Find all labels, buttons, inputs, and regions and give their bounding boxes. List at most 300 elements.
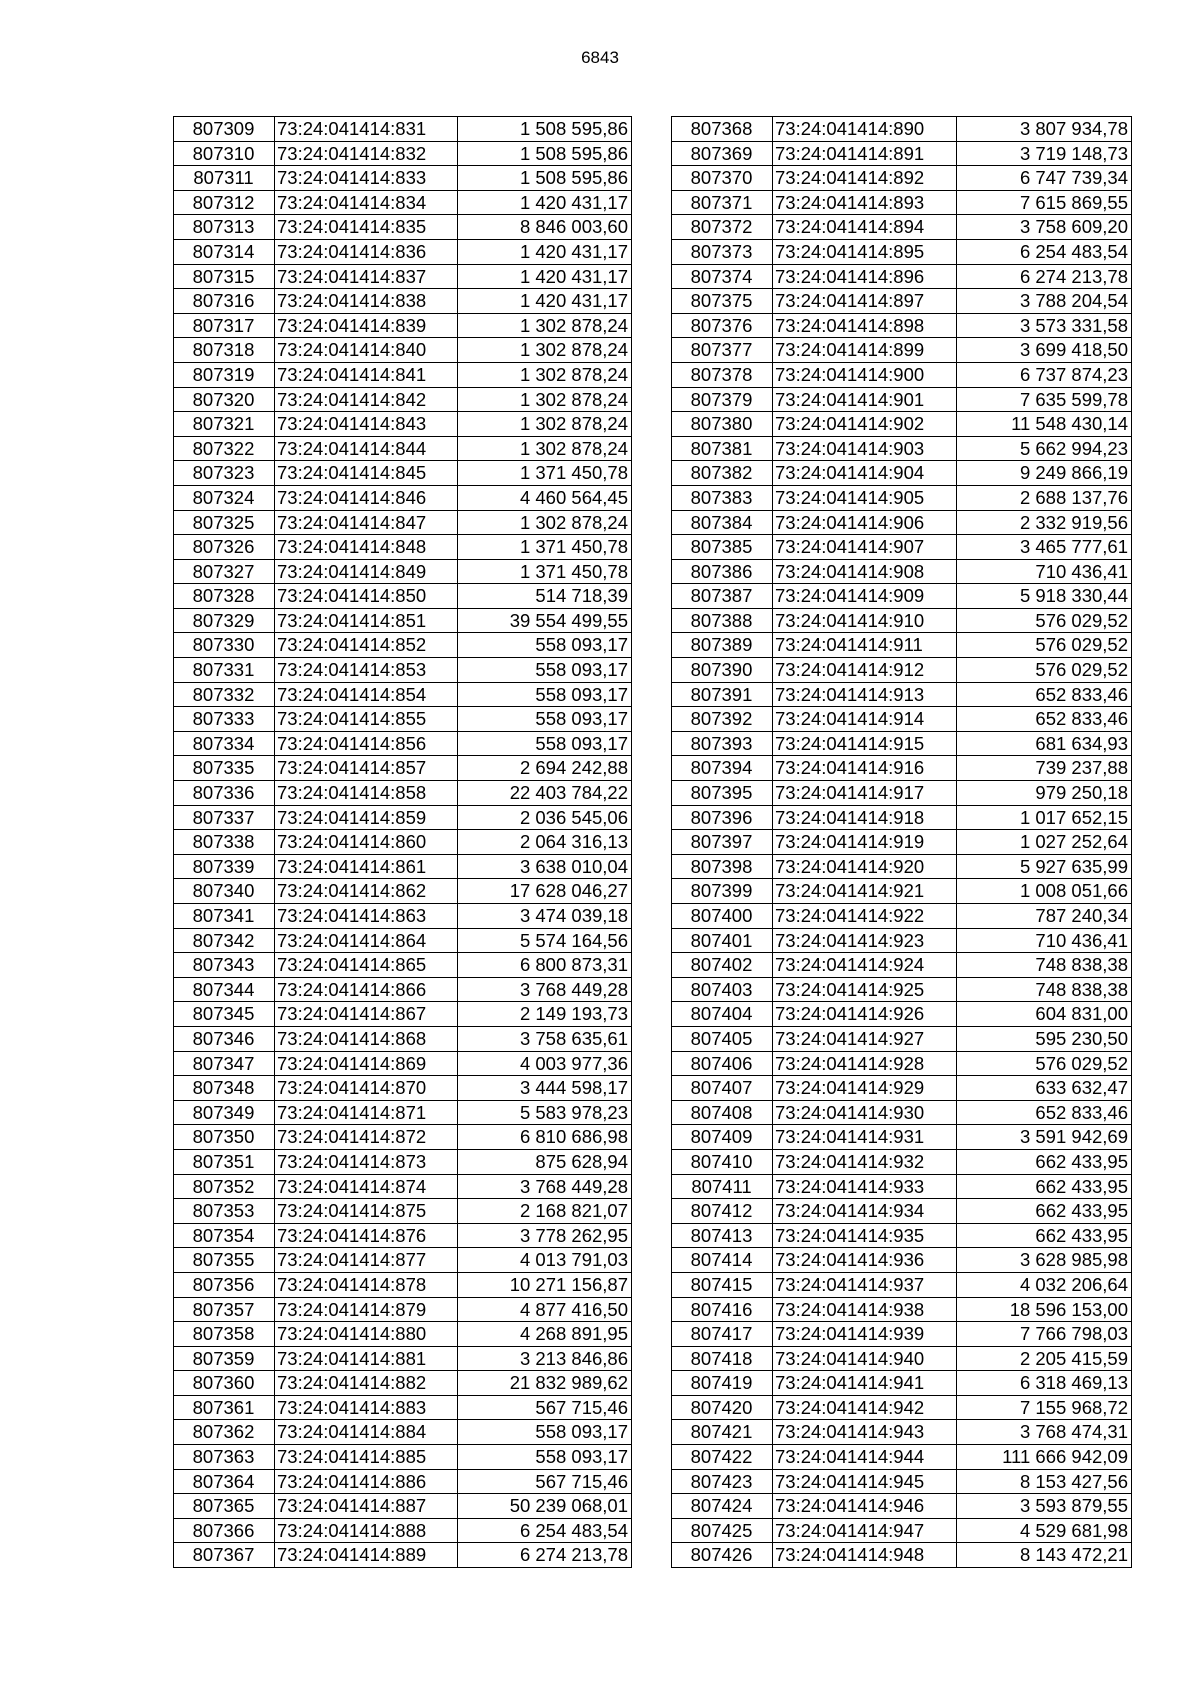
table-row <box>672 387 1132 412</box>
value-cell: 558 093,17 <box>458 682 632 707</box>
cadastral-number-cell: 73:24:041414:889 <box>275 1543 458 1568</box>
table-row <box>672 461 1132 486</box>
table-row <box>174 1518 632 1543</box>
cadastral-number-cell: 73:24:041414:841 <box>275 362 458 387</box>
cadastral-number-cell: 73:24:041414:929 <box>773 1076 957 1101</box>
cadastral-number-cell: 73:24:041414:935 <box>773 1223 957 1248</box>
cadastral-number-cell: 73:24:041414:865 <box>275 953 458 978</box>
cadastral-number-cell: 73:24:041414:938 <box>773 1297 957 1322</box>
table-row <box>672 362 1132 387</box>
cadastral-number-cell: 73:24:041414:923 <box>773 928 957 953</box>
value-cell: 633 632,47 <box>957 1076 1132 1101</box>
value-cell: 567 715,46 <box>458 1395 632 1420</box>
table-row <box>672 682 1132 707</box>
cadastral-number-cell: 73:24:041414:878 <box>275 1272 458 1297</box>
table-row <box>672 485 1132 510</box>
record-number-cell: 807347 <box>174 1051 275 1076</box>
record-number-cell: 807416 <box>672 1297 773 1322</box>
record-number-cell: 807318 <box>174 338 275 363</box>
table-row <box>672 338 1132 363</box>
record-number-cell: 807420 <box>672 1395 773 1420</box>
value-cell: 576 029,52 <box>957 633 1132 658</box>
left-register-table <box>173 116 632 1568</box>
table-row <box>672 633 1132 658</box>
table-row <box>174 362 632 387</box>
record-number-cell: 807396 <box>672 805 773 830</box>
cadastral-number-cell: 73:24:041414:888 <box>275 1518 458 1543</box>
table-row <box>174 1395 632 1420</box>
record-number-cell: 807369 <box>672 141 773 166</box>
cadastral-number-cell: 73:24:041414:843 <box>275 412 458 437</box>
cadastral-number-cell: 73:24:041414:891 <box>773 141 957 166</box>
table-row <box>174 977 632 1002</box>
cadastral-number-cell: 73:24:041414:837 <box>275 264 458 289</box>
record-number-cell: 807412 <box>672 1199 773 1224</box>
table-row <box>672 1543 1132 1568</box>
record-number-cell: 807328 <box>174 584 275 609</box>
table-row <box>672 215 1132 240</box>
record-number-cell: 807360 <box>174 1371 275 1396</box>
cadastral-number-cell: 73:24:041414:875 <box>275 1199 458 1224</box>
table-row <box>672 1026 1132 1051</box>
table-row <box>672 264 1132 289</box>
cadastral-number-cell: 73:24:041414:839 <box>275 313 458 338</box>
table-row <box>672 1322 1132 1347</box>
table-row <box>174 608 632 633</box>
table-row <box>672 1469 1132 1494</box>
value-cell: 50 239 068,01 <box>458 1494 632 1519</box>
record-number-cell: 807392 <box>672 707 773 732</box>
table-row <box>174 1248 632 1273</box>
table-row <box>672 436 1132 461</box>
value-cell: 5 927 635,99 <box>957 854 1132 879</box>
table-row <box>174 338 632 363</box>
value-cell: 4 877 416,50 <box>458 1297 632 1322</box>
table-row <box>174 1420 632 1445</box>
value-cell: 2 064 316,13 <box>458 830 632 855</box>
value-cell: 1 508 595,86 <box>458 141 632 166</box>
table-row <box>174 436 632 461</box>
cadastral-number-cell: 73:24:041414:895 <box>773 239 957 264</box>
table-row <box>672 854 1132 879</box>
record-number-cell: 807379 <box>672 387 773 412</box>
record-number-cell: 807395 <box>672 781 773 806</box>
value-cell: 4 013 791,03 <box>458 1248 632 1273</box>
cadastral-number-cell: 73:24:041414:838 <box>275 289 458 314</box>
cadastral-number-cell: 73:24:041414:869 <box>275 1051 458 1076</box>
cadastral-number-cell: 73:24:041414:866 <box>275 977 458 1002</box>
value-cell: 6 318 469,13 <box>957 1371 1132 1396</box>
record-number-cell: 807320 <box>174 387 275 412</box>
table-row <box>174 510 632 535</box>
table-row <box>672 707 1132 732</box>
value-cell: 1 420 431,17 <box>458 289 632 314</box>
table-row <box>174 1174 632 1199</box>
value-cell: 3 768 474,31 <box>957 1420 1132 1445</box>
value-cell: 1 302 878,24 <box>458 338 632 363</box>
record-number-cell: 807414 <box>672 1248 773 1273</box>
value-cell: 710 436,41 <box>957 559 1132 584</box>
value-cell: 662 433,95 <box>957 1199 1132 1224</box>
table-row <box>174 1199 632 1224</box>
record-number-cell: 807383 <box>672 485 773 510</box>
table-row <box>672 879 1132 904</box>
value-cell: 558 093,17 <box>458 1445 632 1470</box>
cadastral-number-cell: 73:24:041414:877 <box>275 1248 458 1273</box>
table-row <box>174 830 632 855</box>
table-row <box>174 658 632 683</box>
right-table-body <box>672 117 1132 1568</box>
cadastral-number-cell: 73:24:041414:859 <box>275 805 458 830</box>
value-cell: 875 628,94 <box>458 1149 632 1174</box>
value-cell: 4 460 564,45 <box>458 485 632 510</box>
table-row <box>174 1272 632 1297</box>
value-cell: 6 254 483,54 <box>458 1518 632 1543</box>
table-row <box>672 1371 1132 1396</box>
cadastral-number-cell: 73:24:041414:835 <box>275 215 458 240</box>
record-number-cell: 807345 <box>174 1002 275 1027</box>
table-row <box>174 731 632 756</box>
record-number-cell: 807380 <box>672 412 773 437</box>
cadastral-number-cell: 73:24:041414:840 <box>275 338 458 363</box>
table-row <box>672 166 1132 191</box>
value-cell: 787 240,34 <box>957 904 1132 929</box>
record-number-cell: 807319 <box>174 362 275 387</box>
value-cell: 3 768 449,28 <box>458 977 632 1002</box>
value-cell: 3 758 609,20 <box>957 215 1132 240</box>
table-row <box>174 1543 632 1568</box>
value-cell: 576 029,52 <box>957 658 1132 683</box>
cadastral-number-cell: 73:24:041414:902 <box>773 412 957 437</box>
table-row <box>672 1445 1132 1470</box>
record-number-cell: 807343 <box>174 953 275 978</box>
cadastral-number-cell: 73:24:041414:937 <box>773 1272 957 1297</box>
cadastral-number-cell: 73:24:041414:862 <box>275 879 458 904</box>
cadastral-number-cell: 73:24:041414:905 <box>773 485 957 510</box>
value-cell: 3 638 010,04 <box>458 854 632 879</box>
record-number-cell: 807317 <box>174 313 275 338</box>
value-cell: 558 093,17 <box>458 1420 632 1445</box>
table-row <box>672 1100 1132 1125</box>
value-cell: 1 420 431,17 <box>458 239 632 264</box>
value-cell: 1 302 878,24 <box>458 510 632 535</box>
table-row <box>174 756 632 781</box>
value-cell: 748 838,38 <box>957 977 1132 1002</box>
table-row <box>672 412 1132 437</box>
table-row <box>672 953 1132 978</box>
table-row <box>174 633 632 658</box>
table-row <box>174 535 632 560</box>
cadastral-number-cell: 73:24:041414:936 <box>773 1248 957 1273</box>
table-row <box>672 289 1132 314</box>
table-row <box>672 805 1132 830</box>
cadastral-number-cell: 73:24:041414:884 <box>275 1420 458 1445</box>
record-number-cell: 807365 <box>174 1494 275 1519</box>
cadastral-number-cell: 73:24:041414:896 <box>773 264 957 289</box>
cadastral-number-cell: 73:24:041414:922 <box>773 904 957 929</box>
value-cell: 1 371 450,78 <box>458 535 632 560</box>
record-number-cell: 807342 <box>174 928 275 953</box>
cadastral-number-cell: 73:24:041414:883 <box>275 1395 458 1420</box>
record-number-cell: 807394 <box>672 756 773 781</box>
value-cell: 1 371 450,78 <box>458 559 632 584</box>
table-row <box>174 461 632 486</box>
record-number-cell: 807329 <box>174 608 275 633</box>
cadastral-number-cell: 73:24:041414:873 <box>275 1149 458 1174</box>
value-cell: 6 747 739,34 <box>957 166 1132 191</box>
value-cell: 6 737 874,23 <box>957 362 1132 387</box>
table-row <box>672 559 1132 584</box>
value-cell: 1 017 652,15 <box>957 805 1132 830</box>
cadastral-number-cell: 73:24:041414:879 <box>275 1297 458 1322</box>
table-row <box>174 682 632 707</box>
value-cell: 4 529 681,98 <box>957 1518 1132 1543</box>
table-row <box>672 190 1132 215</box>
record-number-cell: 807404 <box>672 1002 773 1027</box>
cadastral-number-cell: 73:24:041414:908 <box>773 559 957 584</box>
value-cell: 6 254 483,54 <box>957 239 1132 264</box>
record-number-cell: 807354 <box>174 1223 275 1248</box>
value-cell: 662 433,95 <box>957 1223 1132 1248</box>
value-cell: 5 574 164,56 <box>458 928 632 953</box>
table-row <box>174 1026 632 1051</box>
record-number-cell: 807425 <box>672 1518 773 1543</box>
value-cell: 662 433,95 <box>957 1149 1132 1174</box>
record-number-cell: 807366 <box>174 1518 275 1543</box>
cadastral-number-cell: 73:24:041414:872 <box>275 1125 458 1150</box>
cadastral-number-cell: 73:24:041414:885 <box>275 1445 458 1470</box>
cadastral-number-cell: 73:24:041414:836 <box>275 239 458 264</box>
record-number-cell: 807371 <box>672 190 773 215</box>
cadastral-number-cell: 73:24:041414:903 <box>773 436 957 461</box>
value-cell: 3 474 039,18 <box>458 904 632 929</box>
value-cell: 748 838,38 <box>957 953 1132 978</box>
cadastral-number-cell: 73:24:041414:898 <box>773 313 957 338</box>
table-row <box>174 559 632 584</box>
value-cell: 7 635 599,78 <box>957 387 1132 412</box>
cadastral-number-cell: 73:24:041414:868 <box>275 1026 458 1051</box>
table-row <box>672 830 1132 855</box>
record-number-cell: 807419 <box>672 1371 773 1396</box>
cadastral-number-cell: 73:24:041414:831 <box>275 117 458 142</box>
record-number-cell: 807316 <box>174 289 275 314</box>
record-number-cell: 807353 <box>174 1199 275 1224</box>
record-number-cell: 807338 <box>174 830 275 855</box>
table-row <box>672 904 1132 929</box>
cadastral-number-cell: 73:24:041414:921 <box>773 879 957 904</box>
cadastral-number-cell: 73:24:041414:939 <box>773 1322 957 1347</box>
table-row <box>174 1494 632 1519</box>
record-number-cell: 807367 <box>174 1543 275 1568</box>
cadastral-number-cell: 73:24:041414:919 <box>773 830 957 855</box>
value-cell: 3 768 449,28 <box>458 1174 632 1199</box>
table-row <box>174 215 632 240</box>
record-number-cell: 807331 <box>174 658 275 683</box>
record-number-cell: 807405 <box>672 1026 773 1051</box>
cadastral-number-cell: 73:24:041414:842 <box>275 387 458 412</box>
value-cell: 1 302 878,24 <box>458 362 632 387</box>
table-row <box>174 387 632 412</box>
table-row <box>672 141 1132 166</box>
table-row <box>174 781 632 806</box>
value-cell: 558 093,17 <box>458 658 632 683</box>
value-cell: 8 846 003,60 <box>458 215 632 240</box>
table-row <box>672 510 1132 535</box>
cadastral-number-cell: 73:24:041414:933 <box>773 1174 957 1199</box>
record-number-cell: 807387 <box>672 584 773 609</box>
table-row <box>174 190 632 215</box>
record-number-cell: 807423 <box>672 1469 773 1494</box>
cadastral-number-cell: 73:24:041414:932 <box>773 1149 957 1174</box>
cadastral-number-cell: 73:24:041414:915 <box>773 731 957 756</box>
record-number-cell: 807376 <box>672 313 773 338</box>
table-row <box>672 1272 1132 1297</box>
record-number-cell: 807357 <box>174 1297 275 1322</box>
cadastral-number-cell: 73:24:041414:890 <box>773 117 957 142</box>
cadastral-number-cell: 73:24:041414:925 <box>773 977 957 1002</box>
value-cell: 652 833,46 <box>957 682 1132 707</box>
record-number-cell: 807417 <box>672 1322 773 1347</box>
cadastral-number-cell: 73:24:041414:918 <box>773 805 957 830</box>
record-number-cell: 807406 <box>672 1051 773 1076</box>
cadastral-number-cell: 73:24:041414:850 <box>275 584 458 609</box>
record-number-cell: 807386 <box>672 559 773 584</box>
record-number-cell: 807421 <box>672 1420 773 1445</box>
record-number-cell: 807418 <box>672 1346 773 1371</box>
record-number-cell: 807377 <box>672 338 773 363</box>
table-row <box>174 1149 632 1174</box>
cadastral-number-cell: 73:24:041414:856 <box>275 731 458 756</box>
record-number-cell: 807374 <box>672 264 773 289</box>
value-cell: 3 444 598,17 <box>458 1076 632 1101</box>
cadastral-number-cell: 73:24:041414:912 <box>773 658 957 683</box>
cadastral-number-cell: 73:24:041414:852 <box>275 633 458 658</box>
table-row <box>174 1469 632 1494</box>
cadastral-number-cell: 73:24:041414:882 <box>275 1371 458 1396</box>
cadastral-number-cell: 73:24:041414:867 <box>275 1002 458 1027</box>
record-number-cell: 807424 <box>672 1494 773 1519</box>
value-cell: 8 153 427,56 <box>957 1469 1132 1494</box>
cadastral-number-cell: 73:24:041414:832 <box>275 141 458 166</box>
value-cell: 662 433,95 <box>957 1174 1132 1199</box>
value-cell: 739 237,88 <box>957 756 1132 781</box>
record-number-cell: 807344 <box>174 977 275 1002</box>
record-number-cell: 807314 <box>174 239 275 264</box>
record-number-cell: 807400 <box>672 904 773 929</box>
cadastral-number-cell: 73:24:041414:846 <box>275 485 458 510</box>
cadastral-number-cell: 73:24:041414:834 <box>275 190 458 215</box>
cadastral-number-cell: 73:24:041414:924 <box>773 953 957 978</box>
cadastral-number-cell: 73:24:041414:857 <box>275 756 458 781</box>
cadastral-number-cell: 73:24:041414:871 <box>275 1100 458 1125</box>
value-cell: 1 302 878,24 <box>458 436 632 461</box>
cadastral-number-cell: 73:24:041414:844 <box>275 436 458 461</box>
value-cell: 4 032 206,64 <box>957 1272 1132 1297</box>
value-cell: 111 666 942,09 <box>957 1445 1132 1470</box>
table-row <box>174 239 632 264</box>
right-register-table <box>671 116 1132 1568</box>
record-number-cell: 807322 <box>174 436 275 461</box>
record-number-cell: 807390 <box>672 658 773 683</box>
record-number-cell: 807382 <box>672 461 773 486</box>
value-cell: 2 694 242,88 <box>458 756 632 781</box>
table-row <box>174 1100 632 1125</box>
cadastral-number-cell: 73:24:041414:946 <box>773 1494 957 1519</box>
table-row <box>672 1002 1132 1027</box>
value-cell: 514 718,39 <box>458 584 632 609</box>
cadastral-number-cell: 73:24:041414:893 <box>773 190 957 215</box>
value-cell: 1 508 595,86 <box>458 166 632 191</box>
table-row <box>672 1174 1132 1199</box>
value-cell: 1 302 878,24 <box>458 387 632 412</box>
table-row <box>672 1125 1132 1150</box>
table-row <box>174 313 632 338</box>
value-cell: 2 036 545,06 <box>458 805 632 830</box>
table-row <box>672 1076 1132 1101</box>
record-number-cell: 807402 <box>672 953 773 978</box>
cadastral-number-cell: 73:24:041414:886 <box>275 1469 458 1494</box>
record-number-cell: 807351 <box>174 1149 275 1174</box>
value-cell: 3 758 635,61 <box>458 1026 632 1051</box>
cadastral-number-cell: 73:24:041414:899 <box>773 338 957 363</box>
record-number-cell: 807337 <box>174 805 275 830</box>
cadastral-number-cell: 73:24:041414:849 <box>275 559 458 584</box>
table-row <box>174 1076 632 1101</box>
table-row <box>174 1445 632 1470</box>
cadastral-number-cell: 73:24:041414:930 <box>773 1100 957 1125</box>
value-cell: 3 699 418,50 <box>957 338 1132 363</box>
value-cell: 558 093,17 <box>458 731 632 756</box>
record-number-cell: 807413 <box>672 1223 773 1248</box>
page-number: 6843 <box>581 48 619 67</box>
cadastral-number-cell: 73:24:041414:887 <box>275 1494 458 1519</box>
table-row <box>174 289 632 314</box>
record-number-cell: 807364 <box>174 1469 275 1494</box>
table-row <box>174 264 632 289</box>
record-number-cell: 807363 <box>174 1445 275 1470</box>
value-cell: 576 029,52 <box>957 1051 1132 1076</box>
record-number-cell: 807315 <box>174 264 275 289</box>
record-number-cell: 807391 <box>672 682 773 707</box>
record-number-cell: 807341 <box>174 904 275 929</box>
cadastral-number-cell: 73:24:041414:928 <box>773 1051 957 1076</box>
record-number-cell: 807407 <box>672 1076 773 1101</box>
cadastral-number-cell: 73:24:041414:897 <box>773 289 957 314</box>
cadastral-number-cell: 73:24:041414:855 <box>275 707 458 732</box>
table-row <box>174 1223 632 1248</box>
cadastral-number-cell: 73:24:041414:934 <box>773 1199 957 1224</box>
record-number-cell: 807401 <box>672 928 773 953</box>
cadastral-number-cell: 73:24:041414:892 <box>773 166 957 191</box>
value-cell: 3 778 262,95 <box>458 1223 632 1248</box>
record-number-cell: 807323 <box>174 461 275 486</box>
value-cell: 604 831,00 <box>957 1002 1132 1027</box>
table-row <box>174 928 632 953</box>
table-row <box>174 707 632 732</box>
value-cell: 6 810 686,98 <box>458 1125 632 1150</box>
cadastral-number-cell: 73:24:041414:914 <box>773 707 957 732</box>
value-cell: 567 715,46 <box>458 1469 632 1494</box>
value-cell: 6 274 213,78 <box>458 1543 632 1568</box>
record-number-cell: 807399 <box>672 879 773 904</box>
record-number-cell: 807312 <box>174 190 275 215</box>
value-cell: 3 628 985,98 <box>957 1248 1132 1273</box>
value-cell: 2 205 415,59 <box>957 1346 1132 1371</box>
record-number-cell: 807333 <box>174 707 275 732</box>
cadastral-number-cell: 73:24:041414:845 <box>275 461 458 486</box>
record-number-cell: 807321 <box>174 412 275 437</box>
value-cell: 7 155 968,72 <box>957 1395 1132 1420</box>
